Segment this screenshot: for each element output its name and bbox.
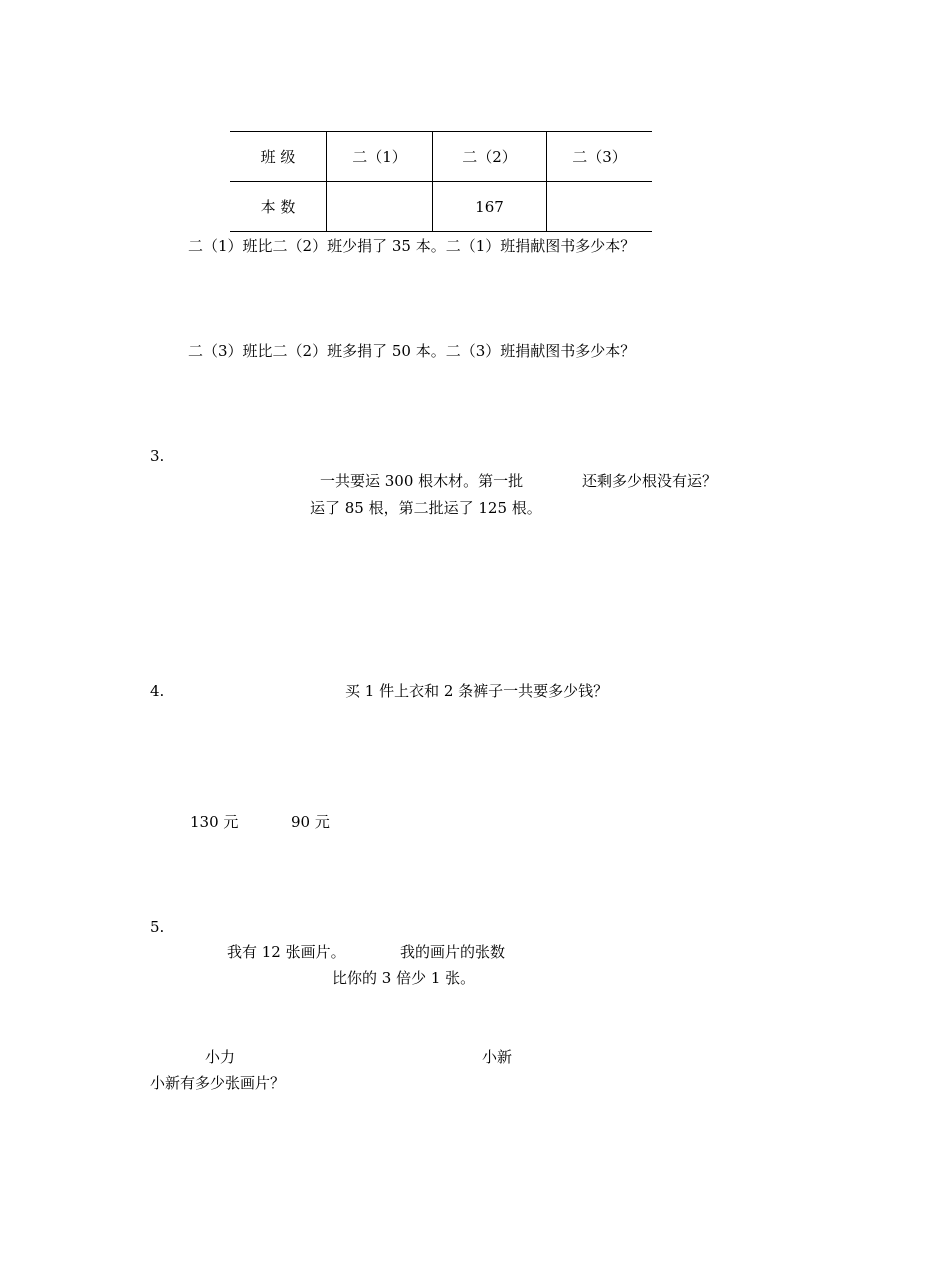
table-header-row <box>230 132 652 182</box>
table-cell <box>327 182 433 232</box>
speech-bubble-text: 我有 12 张画片。 <box>227 943 346 961</box>
question-a: 二（1）班比二（2）班少捐了 35 本。二（1）班捐献图书多少本？ <box>188 237 636 255</box>
problem-3-text-line2: 运了 85 根，第二批运了 125 根。 <box>310 499 542 517</box>
character-name: 小力 <box>205 1048 236 1066</box>
table-cell: 本 数 <box>230 182 327 232</box>
price-label: 130 元 <box>190 813 239 831</box>
problem-5-question: 小新有多少张画片？ <box>150 1074 286 1092</box>
problem-number: 5. <box>150 918 165 936</box>
donation-table <box>230 131 652 232</box>
character-name: 小新 <box>482 1048 513 1066</box>
table-header-cell: 二（1） <box>327 132 433 182</box>
table-row <box>230 182 652 232</box>
speech-bubble-text: 我的画片的张数 <box>400 943 506 961</box>
table-header-cell: 二（2） <box>433 132 547 182</box>
problem-3-question: 还剩多少根没有运？ <box>582 472 718 490</box>
table-cell <box>547 182 653 232</box>
table-header-cell: 二（3） <box>547 132 653 182</box>
problem-4-question: 买 1 件上衣和 2 条裤子一共要多少钱？ <box>345 682 609 700</box>
table-header-cell: 班 级 <box>230 132 327 182</box>
problem-3-text-line1: 一共要运 300 根木材。第一批 <box>320 472 524 490</box>
speech-bubble-text: 比你的 3 倍少 1 张。 <box>332 969 476 987</box>
table-cell: 167 <box>433 182 547 232</box>
problem-number: 4. <box>150 682 165 700</box>
price-label: 90 元 <box>291 813 330 831</box>
problem-number: 3. <box>150 447 165 465</box>
question-b: 二（3）班比二（2）班多捐了 50 本。二（3）班捐献图书多少本？ <box>188 342 636 360</box>
